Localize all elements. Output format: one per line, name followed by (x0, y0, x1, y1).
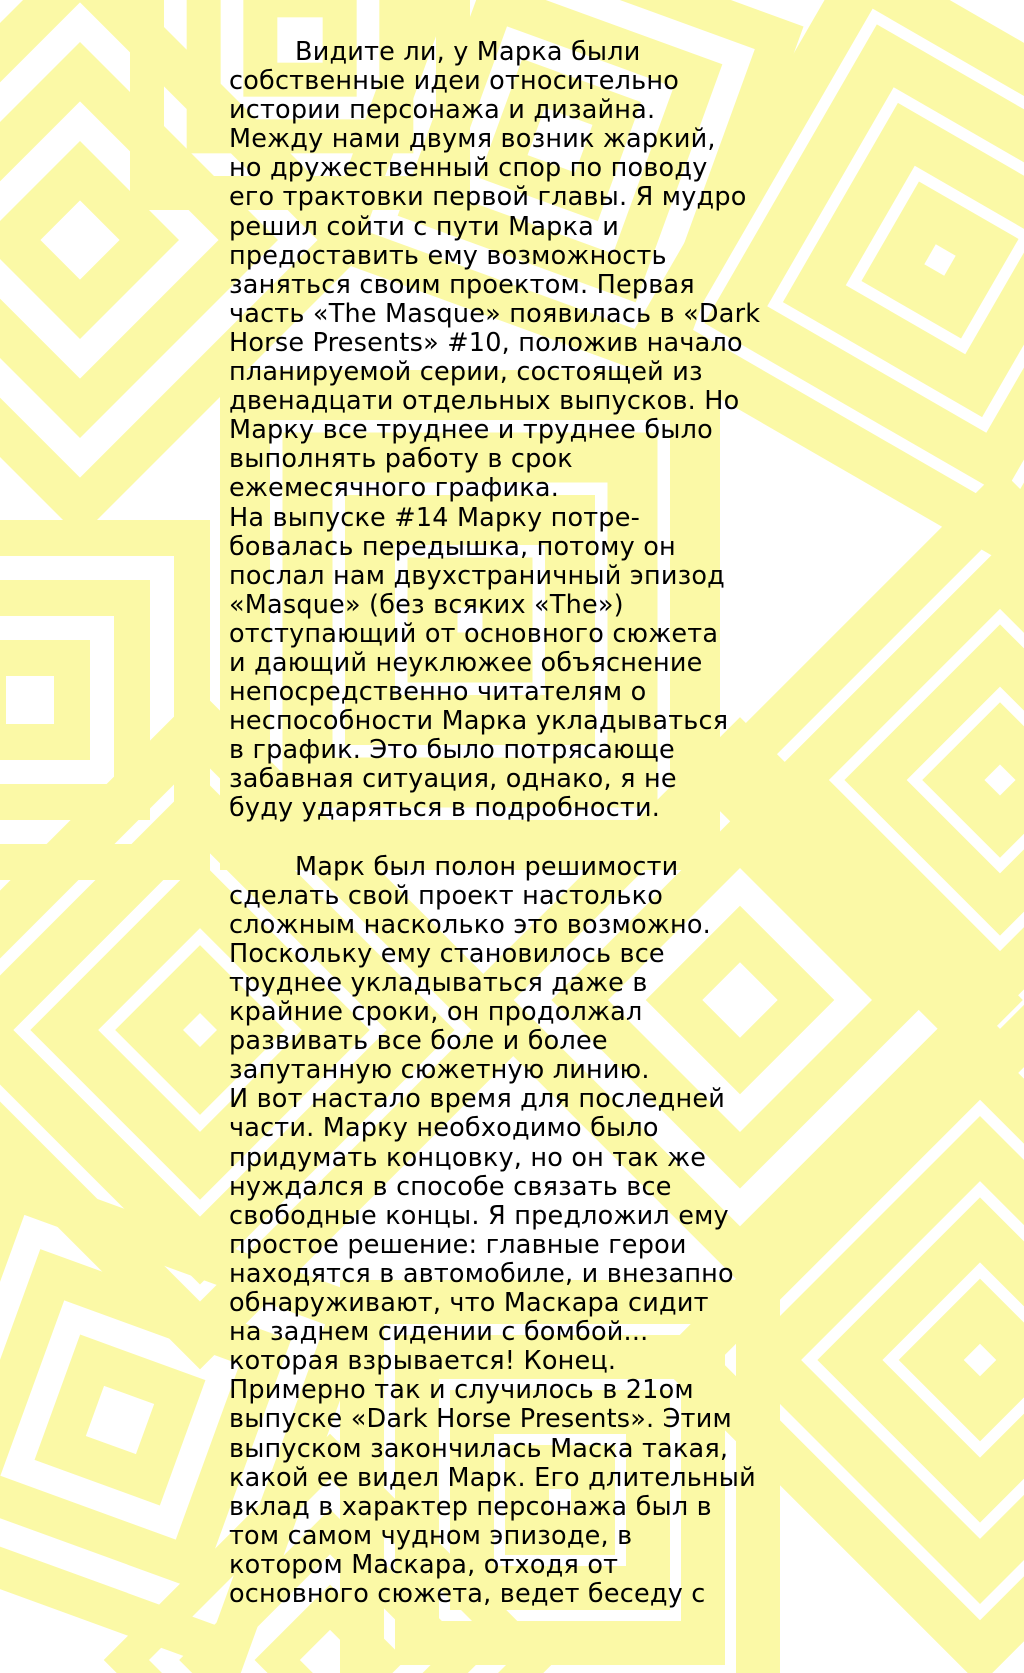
text-line: заняться своим проектом. Первая (229, 269, 695, 300)
text-line: Видите ли, у Марка были (295, 37, 641, 67)
text-line: находятся в автомобиле, и внезапно (229, 1258, 734, 1289)
text-line: крайние сроки, он продолжал (229, 997, 643, 1028)
text-line: какой ее видел Марк. Его длительный (229, 1462, 756, 1493)
text-line: планируемой серии, состоящей из (229, 357, 703, 388)
text-line: Поскольку ему становилось все (229, 938, 665, 969)
text-line: отступающий от основного сюжета (229, 618, 719, 649)
text-line: забавная ситуация, однако, я не (229, 764, 677, 795)
text-line: Примерно так и случилось в 21ом (229, 1375, 694, 1406)
text-line: решил сойти с пути Марка и (229, 211, 620, 242)
text-line: которая взрывается! Конец. (229, 1346, 617, 1377)
text-line: сделать свой проект настолько (229, 880, 663, 911)
text-line: выпуском закончилась Маска такая, (229, 1433, 729, 1464)
text-line: том самом чудном эпизоде, в (229, 1520, 633, 1551)
text-line: части. Марку необходимо было (229, 1113, 659, 1144)
text-line: И вот настало время для последней (229, 1084, 725, 1115)
article-text (229, 38, 799, 1609)
text-line: «Masque» (без всяких «The») (229, 589, 624, 620)
text-line: собственные идеи относительно (229, 66, 680, 97)
text-line: на заднем сидении с бомбой... (229, 1317, 649, 1348)
text-line: и дающий неуклюжее объяснение (229, 647, 703, 678)
text-line: Марку все труднее и труднее было (229, 415, 713, 446)
text-line: послал нам двухстраничный эпизод (229, 560, 726, 591)
text-line: но дружественный спор по поводу (229, 153, 708, 184)
text-line: ежемесячного графика. (229, 473, 559, 504)
text-line: часть «The Masque» появилась в «Dark (229, 298, 761, 329)
paragraph-gap (229, 824, 799, 853)
text-line: вклад в характер персонажа был в (229, 1491, 712, 1522)
text-line: предоставить ему возможность (229, 240, 667, 271)
text-line: запутанную сюжетную линию. (229, 1055, 650, 1086)
text-line: обнаруживают, что Маскара сидит (229, 1288, 709, 1319)
text-line: труднее укладываться даже в (229, 968, 648, 998)
text-line: в график. Это было потрясающе (229, 735, 675, 766)
text-line: выполнять работу в срок (229, 444, 573, 475)
text-line: придумать концовку, но он так же (229, 1142, 707, 1173)
text-line: непосредственно читателям о (229, 677, 647, 708)
text-line: котором Маскара, отходя от (229, 1549, 619, 1580)
text-line: сложным насколько это возможно. (229, 909, 711, 940)
text-line: нуждался в способе связать все (229, 1171, 672, 1202)
paragraph (229, 853, 799, 1609)
text-line: бовалась передышка, потому он (229, 531, 676, 562)
text-line: На выпуске #14 Марку потре- (229, 502, 640, 533)
text-line: Между нами двумя возник жаркий, (229, 124, 716, 155)
text-line: свободные концы. Я предложил ему (229, 1200, 729, 1231)
text-line: основного сюжета, ведет беседу с (229, 1578, 706, 1609)
text-line: неспособности Марка укладываться (229, 706, 729, 737)
text-line: буду ударяться в подробности. (229, 793, 661, 824)
text-line: его трактовки первой главы. Я мудро (229, 182, 747, 213)
text-line: истории персонажа и дизайна. (229, 95, 656, 126)
text-line: Horse Presents» #10, положив начало (229, 327, 743, 358)
text-line: Марк был полон решимости (295, 851, 679, 882)
text-line: двенадцати отдельных выпусков. Но (229, 386, 740, 417)
text-line: выпуске «Dark Horse Presents». Этим (229, 1404, 732, 1435)
text-line: простое решение: главные герои (229, 1229, 687, 1260)
text-line: развивать все боле и более (229, 1026, 608, 1057)
paragraph (229, 38, 799, 824)
